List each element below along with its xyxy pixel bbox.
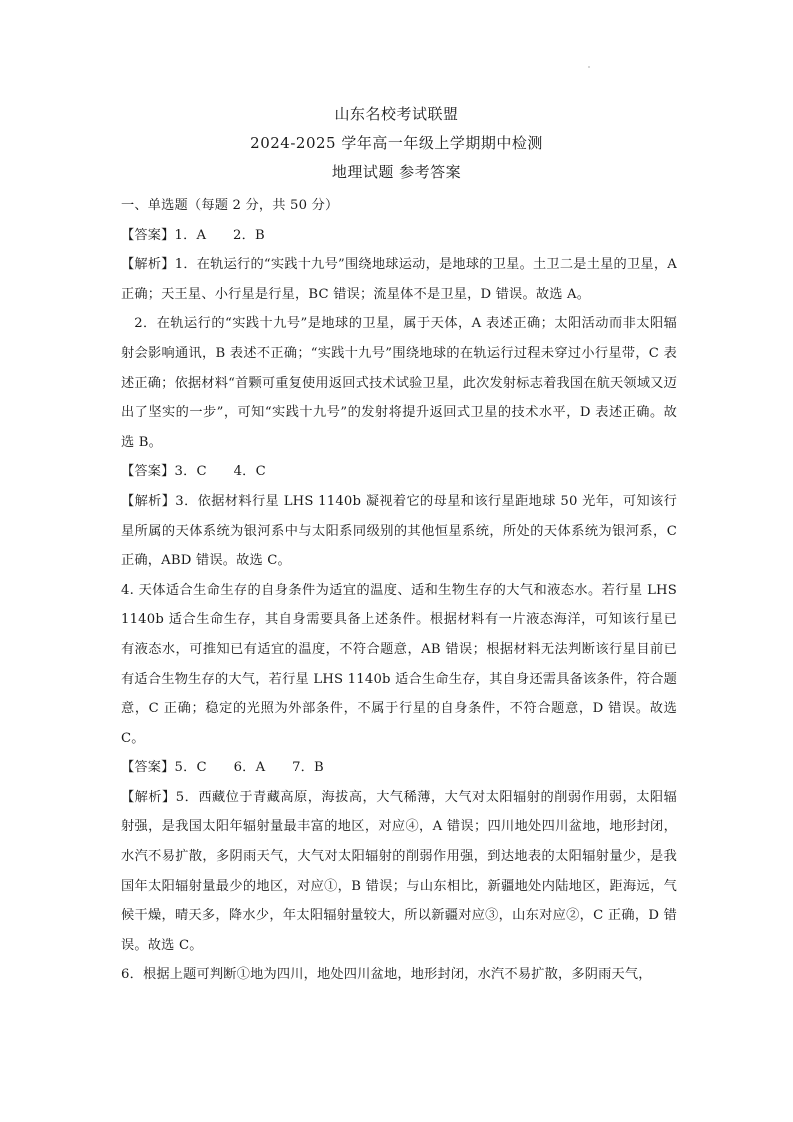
answer-content <box>121 191 677 990</box>
answer-line: 【答案】5．C 6．A 7．B <box>121 760 324 776</box>
explanation-paragraph: 【解析】3．依据材料行星 LHS 1140b 凝视着它的母星和该行星距地球 50 光年，可知该行星所属的天体系统为银河系中与太阳系同级别的其他恒星系统，所处的天体系统为银河系，C 正确，ABD 错误。故选 C。 <box>121 493 677 569</box>
explanation-paragraph: 【解析】1．在轨运行的“实践十九号”围绕地球运动，是地球的卫星。土卫二是土星的卫星，A 正确；天王星、小行星是行星，BC 错误；流星体不是卫星，D 错误。故选 A。 <box>121 257 677 302</box>
document-header <box>0 100 793 187</box>
answer-line: 【答案】1．A 2．B <box>121 227 265 243</box>
answer-line: 【答案】3．C 4．C <box>121 464 266 480</box>
scan-dot <box>588 66 590 68</box>
explanation-paragraph: 【解析】5．西藏位于青藏高原，海拔高，大气稀薄，大气对太阳辐射的削弱作用弱，太阳辐射强，是我国太阳年辐射量最丰富的地区，对应④，A 错误；四川地处四川盆地，地形封闭，水汽不易扩散，多阴雨天气，大气对太阳辐射的削弱作用强，到达地表的太阳辐射量少，是我国年太阳辐射量最少的地区，对应①，B 错误；与山东相比，新疆地处内陆地区，距海远，气候干燥，晴天多，降水少，年太阳辐射量较大，所以新疆对应③，山东对应②，C 正确，D 错误。故选 C。 <box>121 789 677 953</box>
explanation-paragraph: 2．在轨运行的“实践十九号”是地球的卫星，属于天体，A 表述正确；太阳活动而非太阳辐射会影响通讯，B 表述不正确；“实践十九号”围绕地球的在轨运行过程未穿过小行星带，C 表述正确；依据材料“首颗可重复使用返回式技术试验卫星，此次发射标志着我国在航天领域又迈出了坚实的一步”，可知“实践十九号”的发射将提升返回式卫星的技术水平，D 表述正确。故选 B。 <box>121 316 677 450</box>
explanation-paragraph: 6．根据上题可判断①地为四川，地处四川盆地，地形封闭，水汽不易扩散，多阴雨天气， <box>121 967 652 983</box>
section-title: 一、单选题（每题 2 分，共 50 分） <box>121 198 339 213</box>
exam-term-title: 2024-2025 学年高一年级上学期期中检测 <box>250 134 543 152</box>
subject-answer-title: 地理试题 参考答案 <box>331 163 462 181</box>
explanation-paragraph: 4. 天体适合生命生存的自身条件为适宜的温度、适和生物生存的大气和液态水。若行星 LHS 1140b 适合生命生存，其自身需要具备上述条件。根据材料有一片液态海洋，可知该行星已有液态水，可推知已有适宜的温度，不符合题意，AB 错误；根据材料无法判断该行星目前已有适合生物生存的大气，若行星 LHS 1140b 适合生命生存，其自身还需具备该条件，符合题意，C 正确；稳定的光照为外部条件，不属于行星的自身条件，不符合题意，D 错误。故选 C。 <box>121 582 677 746</box>
exam-alliance-title: 山东名校考试联盟 <box>334 105 459 123</box>
